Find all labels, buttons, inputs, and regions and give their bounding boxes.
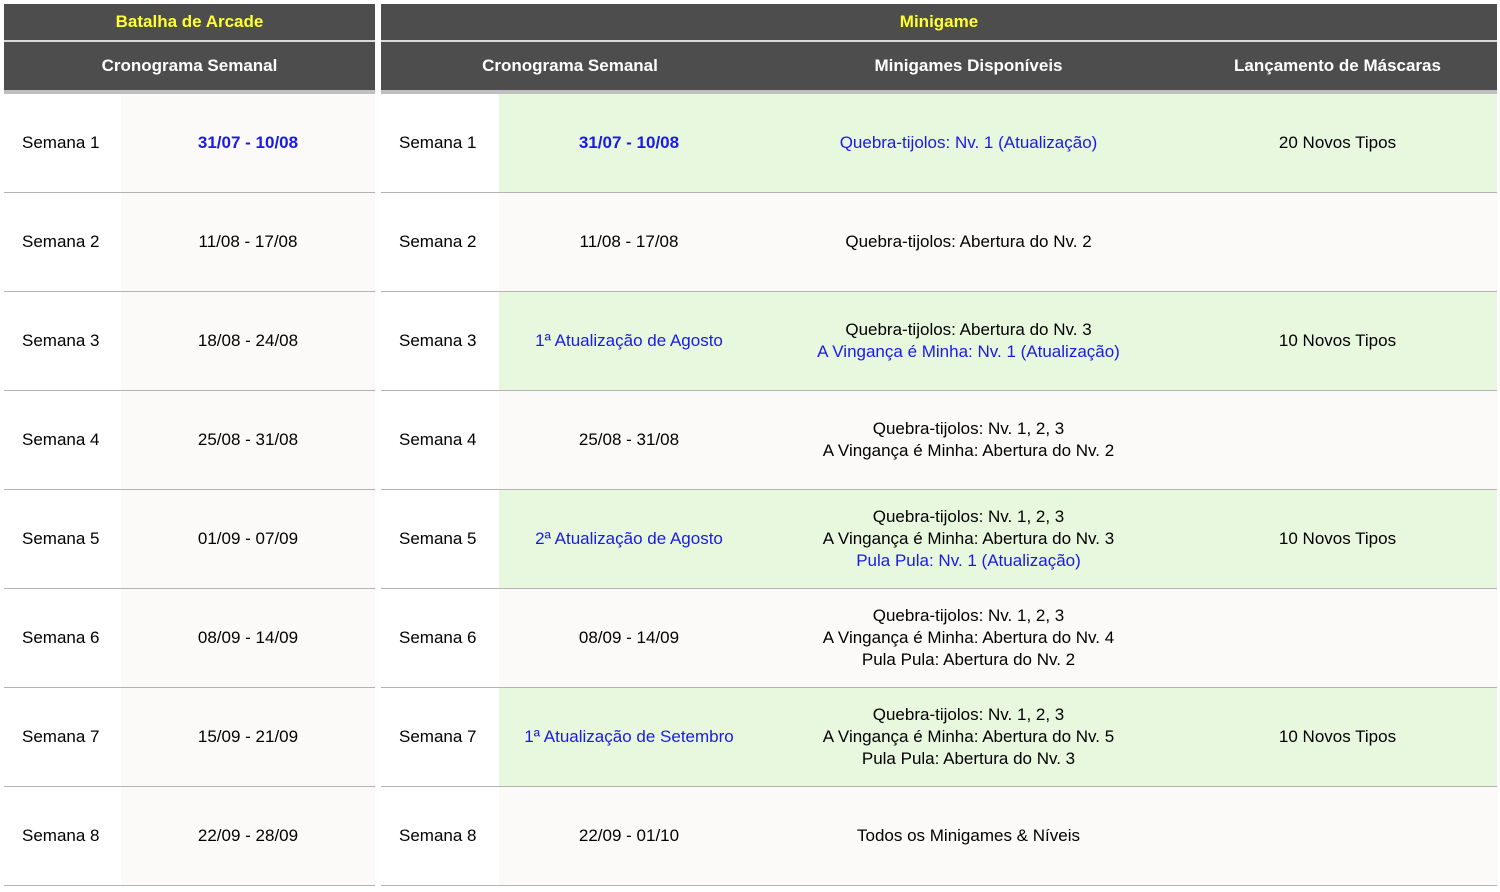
week-label: Semana 2 xyxy=(381,193,499,291)
minigame-line: Quebra-tijolos: Nv. 1, 2, 3 xyxy=(872,507,1065,526)
mask-release: 20 Novos Tipos xyxy=(1178,94,1497,192)
mask-release xyxy=(1178,193,1497,291)
table-row xyxy=(4,490,375,589)
weekly-schedule-header: Cronograma Semanal xyxy=(101,56,278,75)
table-row xyxy=(4,193,375,292)
table-row xyxy=(4,787,375,886)
available-minigames xyxy=(759,589,1178,687)
minigame-header xyxy=(381,42,1497,94)
table-row xyxy=(381,94,1497,193)
week-dates: 25/08 - 31/08 xyxy=(121,391,375,489)
week-label: Semana 2 xyxy=(4,193,121,291)
mask-release: 10 Novos Tipos xyxy=(1178,490,1497,588)
table-row xyxy=(4,292,375,391)
minigame-line: Pula Pula: Nv. 1 (Atualização) xyxy=(856,551,1081,570)
weekly-schedule-header: Cronograma Semanal xyxy=(482,56,658,75)
table-row xyxy=(4,391,375,490)
minigame-line: Quebra-tijolos: Nv. 1, 2, 3 xyxy=(872,419,1065,438)
week-schedule: 31/07 - 10/08 xyxy=(499,94,759,192)
arcade-battle-title: Batalha de Arcade xyxy=(4,4,375,42)
week-dates: 01/09 - 07/09 xyxy=(121,490,375,588)
mask-release xyxy=(1178,589,1497,687)
week-dates: 15/09 - 21/09 xyxy=(121,688,375,786)
minigame-line: Pula Pula: Abertura do Nv. 3 xyxy=(861,749,1076,768)
arcade-battle-header xyxy=(4,42,375,94)
minigame-title: Minigame xyxy=(381,4,1497,42)
table-row xyxy=(381,688,1497,787)
week-dates: 22/09 - 28/09 xyxy=(121,787,375,885)
week-label: Semana 3 xyxy=(4,292,121,390)
week-schedule: 2ª Atualização de Agosto xyxy=(499,490,759,588)
week-label: Semana 6 xyxy=(381,589,499,687)
week-schedule: 1ª Atualização de Agosto xyxy=(499,292,759,390)
table-row xyxy=(4,589,375,688)
mask-release-header: Lançamento de Máscaras xyxy=(1234,56,1441,75)
minigame-line: A Vingança é Minha: Abertura do Nv. 3 xyxy=(822,529,1115,548)
minigame-line: A Vingança é Minha: Abertura do Nv. 5 xyxy=(822,727,1115,746)
week-schedule: 22/09 - 01/10 xyxy=(499,787,759,885)
table-row xyxy=(381,589,1497,688)
table-row xyxy=(381,391,1497,490)
minigame-line: Quebra-tijolos: Abertura do Nv. 2 xyxy=(845,232,1092,251)
week-dates: 18/08 - 24/08 xyxy=(121,292,375,390)
available-minigames-header: Minigames Disponíveis xyxy=(874,56,1063,75)
minigame-line: Quebra-tijolos: Abertura do Nv. 3 xyxy=(845,320,1092,339)
week-schedule: 25/08 - 31/08 xyxy=(499,391,759,489)
minigame-line: A Vingança é Minha: Abertura do Nv. 4 xyxy=(822,628,1115,647)
minigame-line: Quebra-tijolos: Nv. 1, 2, 3 xyxy=(872,606,1065,625)
table-row xyxy=(4,94,375,193)
available-minigames xyxy=(759,490,1178,588)
table-row xyxy=(381,490,1497,589)
mask-release: 10 Novos Tipos xyxy=(1178,688,1497,786)
available-minigames xyxy=(759,193,1178,291)
week-dates: 08/09 - 14/09 xyxy=(121,589,375,687)
minigame-line: A Vingança é Minha: Nv. 1 (Atualização) xyxy=(817,342,1120,361)
week-schedule: 1ª Atualização de Setembro xyxy=(499,688,759,786)
week-label: Semana 4 xyxy=(381,391,499,489)
minigame-table xyxy=(381,4,1497,886)
week-label: Semana 4 xyxy=(4,391,121,489)
week-label: Semana 5 xyxy=(4,490,121,588)
available-minigames xyxy=(759,94,1178,192)
mask-release xyxy=(1178,787,1497,885)
week-label: Semana 7 xyxy=(381,688,499,786)
table-row xyxy=(381,193,1497,292)
week-label: Semana 8 xyxy=(381,787,499,885)
table-row xyxy=(4,688,375,787)
table-row xyxy=(381,292,1497,391)
minigame-line: Todos os Minigames & Níveis xyxy=(857,826,1080,845)
mask-release: 10 Novos Tipos xyxy=(1178,292,1497,390)
minigame-line: Quebra-tijolos: Nv. 1 (Atualização) xyxy=(839,133,1098,152)
week-label: Semana 1 xyxy=(4,94,121,192)
week-label: Semana 1 xyxy=(381,94,499,192)
week-label: Semana 6 xyxy=(4,589,121,687)
available-minigames xyxy=(759,688,1178,786)
week-label: Semana 7 xyxy=(4,688,121,786)
minigame-line: Pula Pula: Abertura do Nv. 2 xyxy=(861,650,1076,669)
week-schedule: 08/09 - 14/09 xyxy=(499,589,759,687)
mask-release xyxy=(1178,391,1497,489)
week-label: Semana 3 xyxy=(381,292,499,390)
minigame-line: Quebra-tijolos: Nv. 1, 2, 3 xyxy=(872,705,1065,724)
week-schedule: 11/08 - 17/08 xyxy=(499,193,759,291)
week-label: Semana 8 xyxy=(4,787,121,885)
minigame-line: A Vingança é Minha: Abertura do Nv. 2 xyxy=(822,441,1115,460)
table-row xyxy=(381,787,1497,886)
week-label: Semana 5 xyxy=(381,490,499,588)
week-dates: 31/07 - 10/08 xyxy=(121,94,375,192)
week-dates: 11/08 - 17/08 xyxy=(121,193,375,291)
arcade-battle-table xyxy=(4,4,375,886)
available-minigames xyxy=(759,292,1178,390)
available-minigames xyxy=(759,787,1178,885)
available-minigames xyxy=(759,391,1178,489)
